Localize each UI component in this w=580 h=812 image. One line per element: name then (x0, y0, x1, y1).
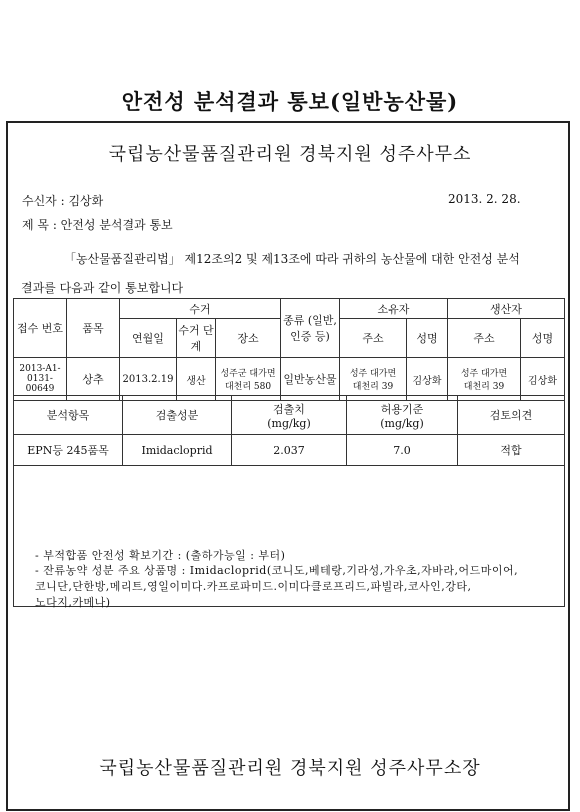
cell-collect-stage: 생산 (177, 358, 216, 401)
header-permitted-limit: 허용기준 (mg/kg) (347, 396, 458, 435)
issue-date: 2013. 2. 28. (448, 192, 521, 206)
note-trade-names-3: 노다지,카메나) (35, 596, 111, 609)
header-type: 종류 (일반, 인증 등) (281, 299, 340, 358)
header-producer-address: 주소 (448, 319, 521, 358)
cell-owner-address: 성주 대가면 대천리 39 (340, 358, 407, 401)
header-collection: 수거 (120, 299, 281, 319)
cell-receipt-number: 2013-A1- 0131-00649 (14, 358, 67, 401)
header-detected-component: 검출성분 (123, 396, 232, 435)
header-collect-stage: 수거 단계 (177, 319, 216, 358)
table-row (14, 435, 565, 466)
cell-analysis-items: EPN등 245품목 (14, 435, 123, 466)
notice-text-line-1: 「농산물품질관리법」 제12조의2 및 제13조에 따라 귀하의 농산물에 대한 안전성 분석 (64, 252, 520, 266)
cell-detected-component: Imidacloprid (123, 435, 232, 466)
cell-review-opinion: 적합 (458, 435, 565, 466)
document-title: 안전성 분석결과 통보(일반농산물) (121, 89, 459, 114)
note-safety-period: - 부적합품 안전성 확보기간 : (출하가능일 : 부터) (35, 549, 286, 562)
header-collect-place: 장소 (216, 319, 281, 358)
subject-line: 제 목 : 안전성 분석결과 통보 (22, 218, 173, 232)
cell-producer-address: 성주 대가면 대천리 39 (448, 358, 521, 401)
cell-owner-name: 김상화 (407, 358, 448, 401)
header-analysis-items: 분석항목 (14, 396, 123, 435)
cell-collect-place: 성주군 대가면 대천리 580 (216, 358, 281, 401)
sample-info-table (13, 298, 565, 401)
header-collect-date: 연월일 (120, 319, 177, 358)
footer-organization: 국립농산물품질관리원 경북지원 성주사무소장 (99, 758, 481, 779)
header-receipt-number: 접수 번호 (14, 299, 67, 358)
cell-producer-name: 김상화 (521, 358, 565, 401)
note-trade-names-2: 코니단,단한방,메리트,영일이미다.카프로파미드.이미다클로프리드,파빌라,코사인,강타, (35, 580, 472, 593)
header-producer: 생산자 (448, 299, 565, 319)
cell-permitted-limit: 7.0 (347, 435, 458, 466)
cell-collect-date: 2013.2.19 (120, 358, 177, 401)
header-producer-name: 성명 (521, 319, 565, 358)
notice-frame (6, 121, 570, 811)
header-organization: 국립농산물품질관리원 경북지원 성주사무소 (108, 144, 472, 165)
header-owner-address: 주소 (340, 319, 407, 358)
header-owner: 소유자 (340, 299, 448, 319)
header-owner-name: 성명 (407, 319, 448, 358)
cell-type: 일반농산물 (281, 358, 340, 401)
header-review-opinion: 검토의견 (458, 396, 565, 435)
note-trade-names-1: - 잔류농약 성분 주요 상품명 : Imidacloprid(코니도,베테랑,기라성,가우초,자바라,어드마이어, (35, 564, 519, 577)
recipient-line: 수신자 : 김상화 (22, 194, 104, 208)
header-detected-amount: 검출치 (mg/kg) (232, 396, 347, 435)
header-item: 품목 (67, 299, 120, 358)
notice-text-line-2: 결과를 다음과 같이 통보합니다 (21, 281, 184, 295)
cell-item: 상추 (67, 358, 120, 401)
cell-detected-amount: 2.037 (232, 435, 347, 466)
